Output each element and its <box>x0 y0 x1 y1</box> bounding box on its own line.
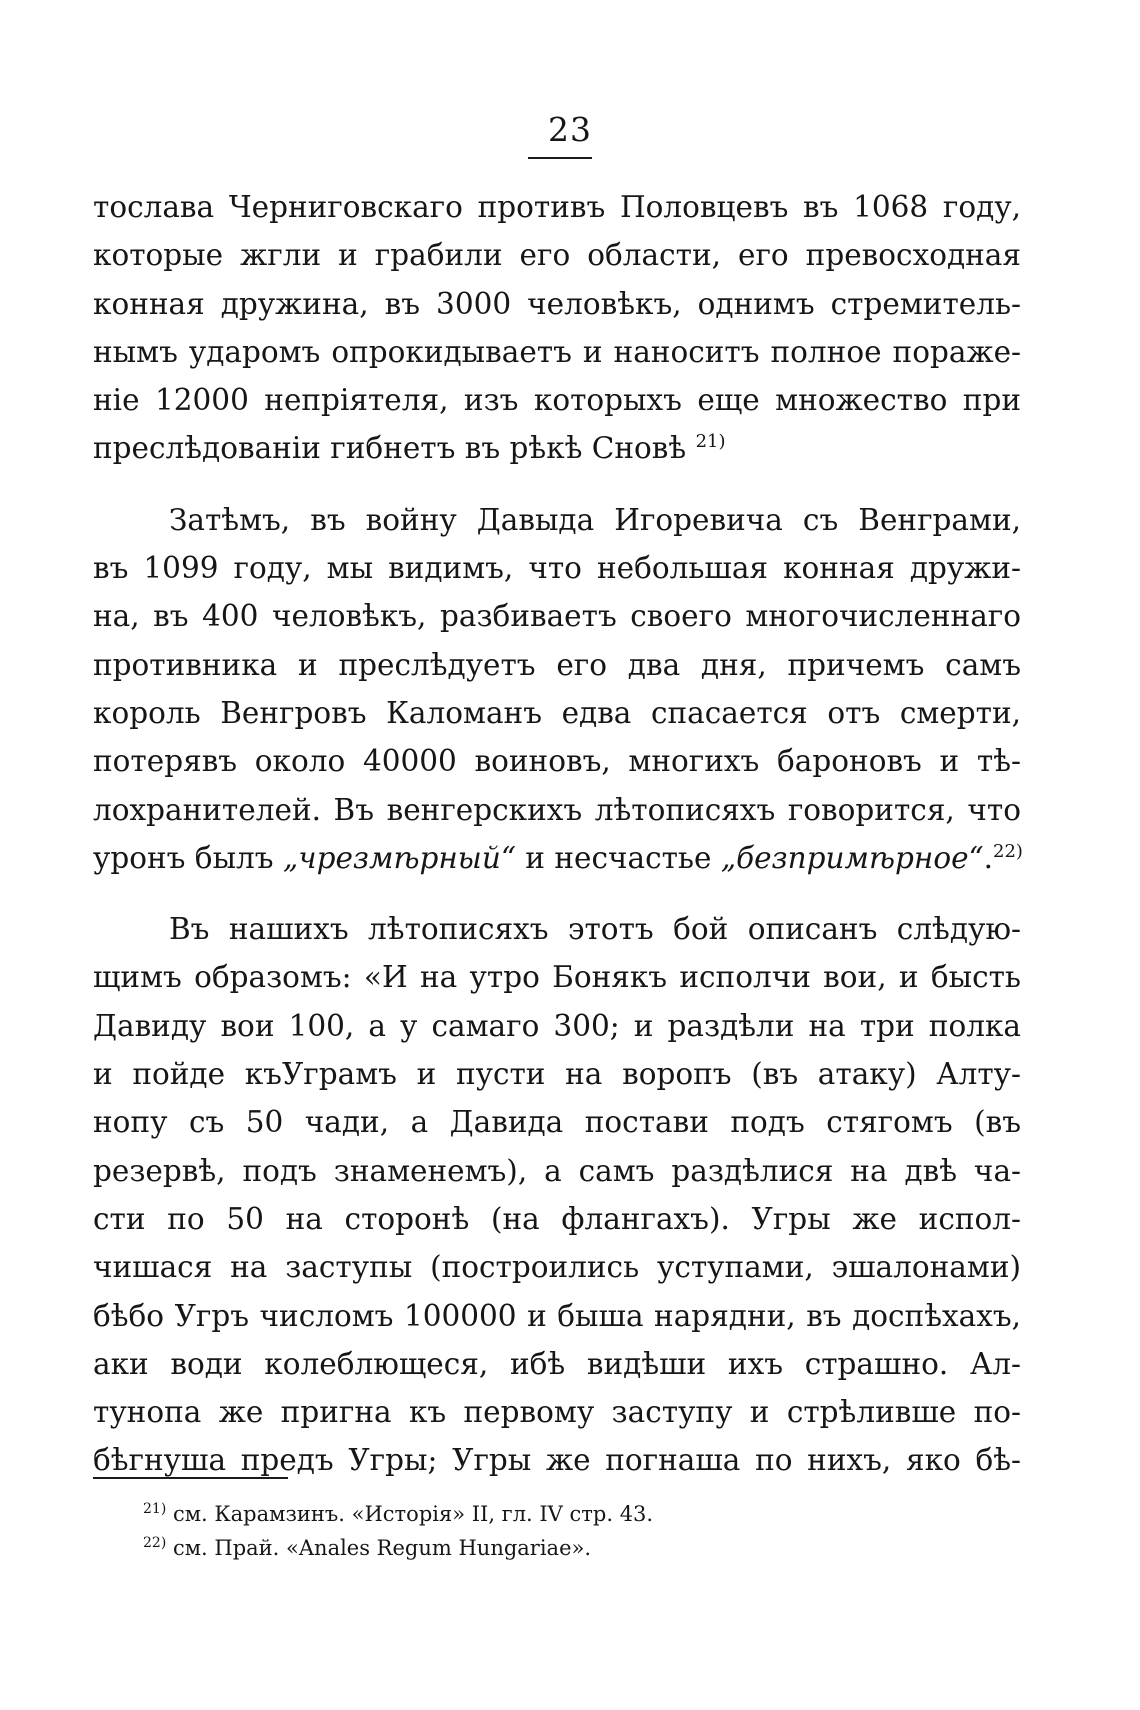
text-line: противника и преслѣдуетъ его два дня, причемъ самъ <box>93 647 1021 682</box>
paragraph-2 <box>93 496 1021 882</box>
page-number-rule <box>528 157 592 159</box>
text-line: и пойде къУграмъ и пусти на воропъ (въ атаку) Алту- <box>93 1057 1021 1092</box>
body-text <box>93 183 1021 1485</box>
italic-quote: „безпримѣрное“ <box>720 840 984 875</box>
text-line: нопу съ 50 чади, а Давида постави подъ стягомъ (въ <box>93 1105 1021 1140</box>
text-line: щимъ образомъ: «И на утро Бонякъ исполчи вои, и бысть <box>93 960 1021 995</box>
text-line: сти по 50 на сторонѣ (на флангахъ). Угры же испол- <box>93 1201 1021 1236</box>
footnote-22 <box>143 1531 653 1565</box>
text-line: на, въ 400 человѣкъ, разбиваетъ своего многочисленнаго <box>93 599 1021 634</box>
footnote-text: см. Прай. «Anales Regum Hungariae». <box>166 1536 592 1560</box>
text-line: Затѣмъ, въ войну Давыда Игоревича съ Венграми, <box>169 502 1021 537</box>
text-line: бѣгнуша предъ Угры; Угры же погнаша по нихъ, яко бѣ- <box>93 1443 1021 1478</box>
text-line-last <box>93 834 1021 882</box>
text-line: тунопа же пригна къ первому заступу и стрѣливше по- <box>93 1395 1021 1430</box>
footnote-rule <box>93 1477 288 1479</box>
text-line: бѣбо Угръ числомъ 100000 и быша нарядни, въ доспѣхахъ, <box>93 1298 1021 1333</box>
footnote-ref-21: 21) <box>695 431 726 453</box>
text-line: чишася на заступы (построились уступами, эшалонами) <box>93 1250 1021 1285</box>
text-line-content: преслѣдованіи гибнетъ въ рѣкѣ Сновѣ <box>93 431 687 466</box>
text-line: Въ нашихъ лѣтописяхъ этотъ бой описанъ слѣдую- <box>169 912 1021 947</box>
footnote-mark: 22) <box>143 1535 167 1551</box>
footnote-text: см. Карамзинъ. «Исторія» II, гл. IV стр. 43. <box>166 1502 654 1526</box>
text-fragment: . <box>983 840 994 875</box>
text-line: которые жгли и грабили его области, его превосходная <box>93 238 1021 273</box>
text-line: ніе 12000 непріятеля, изъ которыхъ еще множество при <box>93 383 1021 418</box>
text-line: лохранителей. Въ венгерскихъ лѣтописяхъ говорится, что <box>93 792 1021 827</box>
footnote-ref-22: 22) <box>993 840 1023 862</box>
text-line: въ 1099 году, мы видимъ, что небольшая конная дружи- <box>93 551 1021 586</box>
text-fragment: уронъ былъ <box>93 840 283 875</box>
page-number: 23 <box>548 110 592 149</box>
text-line: потерявъ около 40000 воиновъ, многихъ бароновъ и тѣ- <box>93 744 1021 779</box>
footnote-mark: 21) <box>143 1501 167 1517</box>
text-line: Давиду вои 100, а у самаго 300; и раздѣли на три полка <box>93 1008 1021 1043</box>
paragraph-3 <box>93 905 1021 1485</box>
paragraph-1 <box>93 183 1021 473</box>
text-line: король Венгровъ Каломанъ едва спасается отъ смерти, <box>93 695 1021 730</box>
text-line: конная дружина, въ 3000 человѣкъ, однимъ стремитель- <box>93 286 1021 321</box>
text-line: резервѣ, подъ знаменемъ), а самъ раздѣлися на двѣ ча- <box>93 1153 1021 1188</box>
text-fragment: и несчастье <box>515 840 721 875</box>
italic-quote: „чрезмѣрный“ <box>282 840 516 875</box>
text-line: нымъ ударомъ опрокидываетъ и наноситъ полное пораже- <box>93 334 1021 369</box>
text-line: аки води колеблющеся, ибѣ видѣши ихъ страшно. Ал- <box>93 1346 1021 1381</box>
text-line: тослава Черниговскаго противъ Половцевъ въ 1068 году, <box>93 190 1021 224</box>
text-line-last <box>93 424 1021 472</box>
footnotes <box>143 1497 653 1565</box>
footnote-21 <box>143 1497 653 1531</box>
